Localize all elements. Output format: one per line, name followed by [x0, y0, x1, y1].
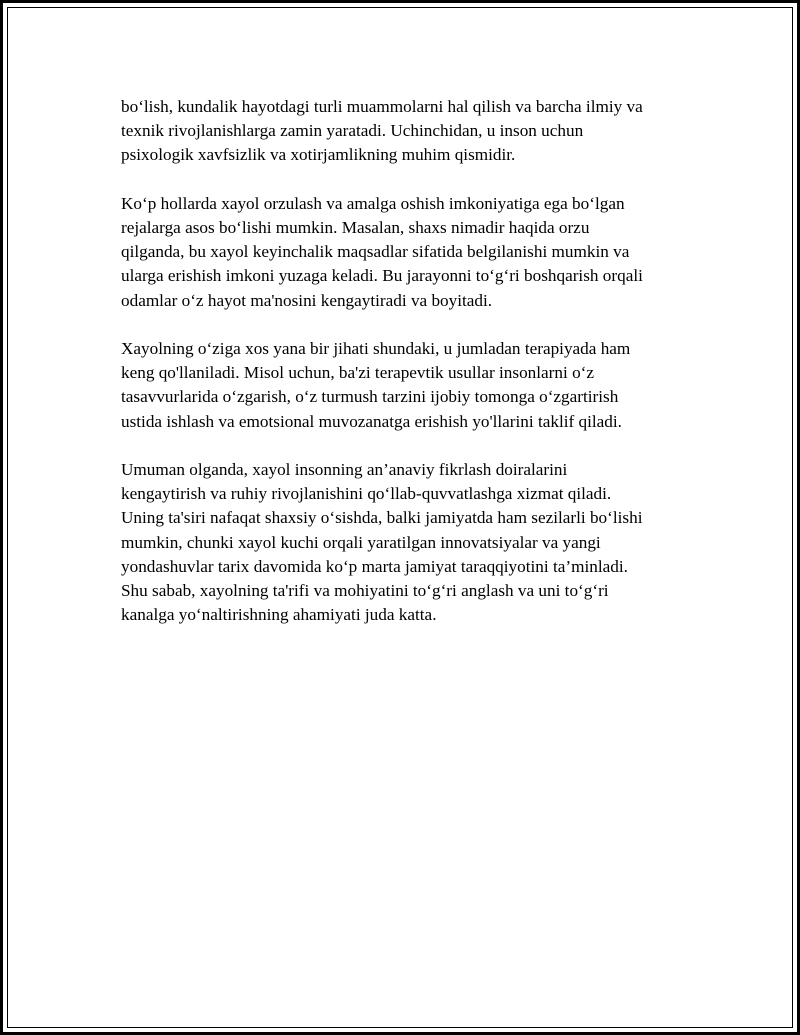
paragraph-line: Xayolning o‘ziga xos yana bir jihati shundaki, u jumladan terapiyada ham [121, 339, 631, 358]
paragraph-line: Shu sabab, xayolning ta'rifi va mohiyatini to‘g‘ri anglash va uni to‘g‘ri [121, 581, 609, 601]
paragraph-line: bo‘lish, kundalik hayotdagi turli muammolarni hal qilish va barcha ilmiy va [121, 97, 643, 116]
paragraph-line: ularga erishish imkoni yuzaga keladi. Bu jarayonni to‘g‘ri boshqarish orqali [121, 266, 643, 286]
paragraph-line: yondashuvlar tarix davomida ko‘p marta jamiyat taraqqiyotini ta’minladi. [121, 556, 628, 576]
paragraph-1 [121, 95, 691, 168]
paragraph-line: mumkin, chunki xayol kuchi orqali yaratilgan innovatsiyalar va yangi [121, 532, 601, 552]
paragraph-line: ustida ishlash va emotsional muvozanatga erishish yo'llarini taklif qiladi. [121, 411, 622, 431]
paragraph-line: Ko‘p hollarda xayol orzulash va amalga oshish imkoniyatiga ega bo‘lgan [121, 193, 625, 213]
paragraph-2 [121, 192, 691, 313]
paragraph-line: odamlar o‘z hayot ma'nosini kengaytiradi va boyitadi. [121, 290, 493, 310]
paragraph-line: Umuman olganda, xayol insonning an’anaviy fikrlash doiralarini [121, 460, 568, 479]
paragraph-line: texnik rivojlanishlarga zamin yaratadi. Uchinchidan, u inson uchun [121, 121, 584, 141]
document-body [121, 95, 691, 652]
paragraph-line: tasavvurlarida o‘zgarish, o‘z turmush tarzini ijobiy tomonga o‘zgartirish [121, 387, 619, 407]
paragraph-line: qilganda, bu xayol keyinchalik maqsadlar sifatida belgilanishi mumkin va [121, 242, 630, 262]
paragraph-line: psixologik xavfsizlik va xotirjamlikning muhim qismidir. [121, 145, 516, 165]
paragraph-line: keng qo'llaniladi. Misol uchun, ba'zi terapevtik usullar insonlarni o‘z [121, 363, 595, 383]
paragraph-3 [121, 337, 691, 434]
paragraph-line: rejalarga asos bo‘lishi mumkin. Masalan, shaxs nimadir haqida orzu [121, 218, 590, 237]
paragraph-line: Uning ta'siri nafaqat shaxsiy o‘sishda, balki jamiyatda ham sezilarli bo‘lishi [121, 508, 643, 528]
paragraph-4 [121, 458, 691, 627]
paragraph-line: kanalga yo‘naltirishning ahamiyati juda katta. [121, 605, 437, 625]
paragraph-line: kengaytirish va ruhiy rivojlanishini qo‘llab-quvvatlashga xizmat qiladi. [121, 484, 612, 504]
